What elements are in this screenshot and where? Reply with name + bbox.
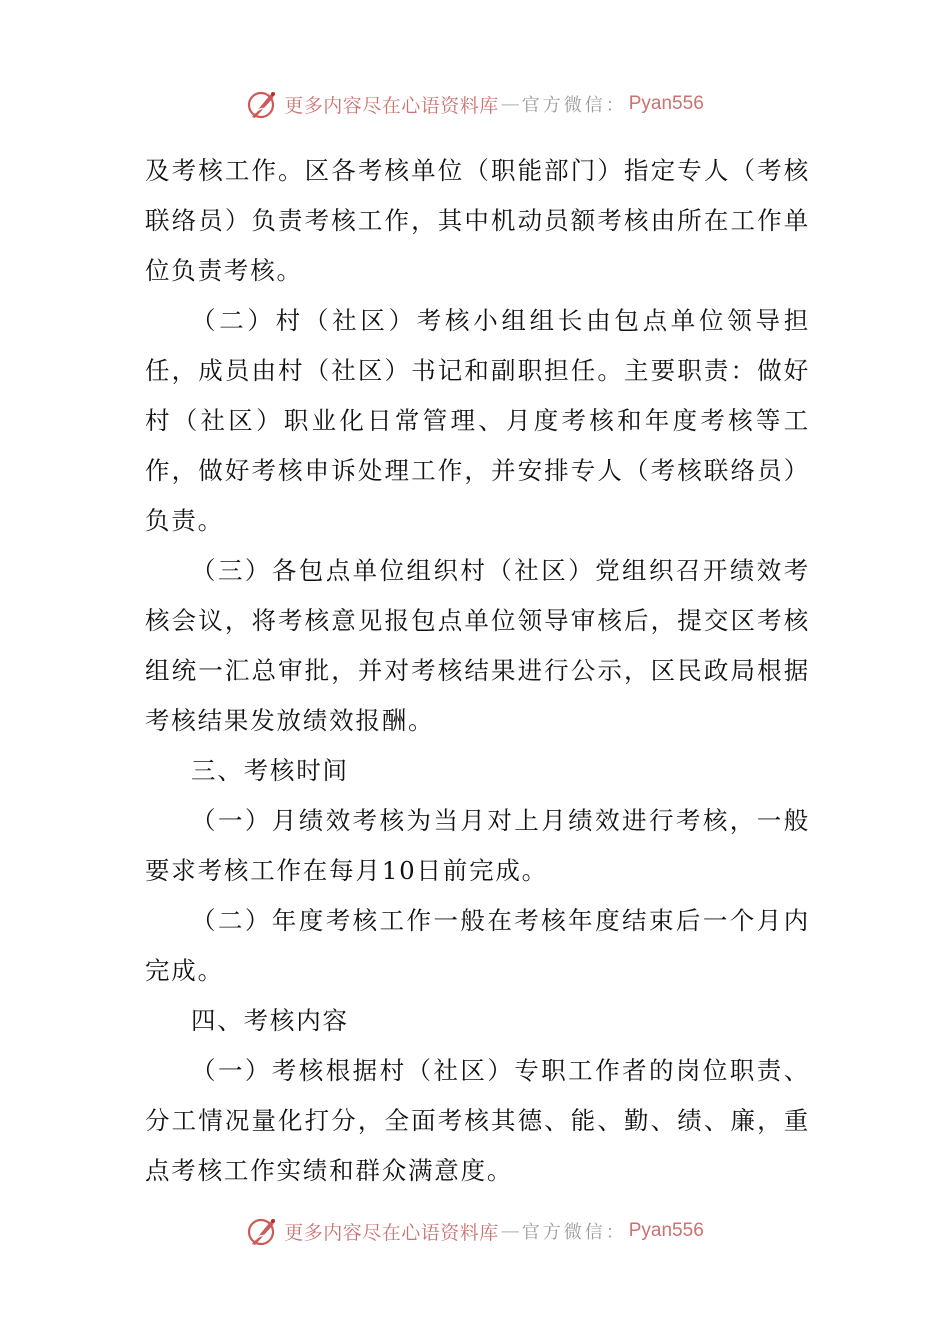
watermark-dash: —: [500, 93, 520, 115]
header-watermark: [0, 84, 950, 124]
document-body: [145, 146, 810, 1196]
paragraph: （三）各包点单位组织村（社区）党组织召开绩效考核会议，将考核意见报包点单位领导审核后，提交区考核组统一汇总审批，并对考核结果进行公示，区民政局根据考核结果发放绩效报酬。: [145, 556, 810, 735]
pen-logo-icon: [246, 87, 280, 121]
watermark-official-label: 官方微信：: [521, 95, 627, 116]
paragraph: 及考核工作。区各考核单位（职能部门）指定专人（考核联络员）负责考核工作，其中机动员额考核由所在工作单位负责考核。: [145, 156, 810, 285]
watermark-official-label: 官方微信：: [521, 1222, 627, 1243]
watermark-text: 更多内容尽在心语资料库: [284, 1221, 499, 1244]
section-heading: 四、考核内容: [191, 1006, 349, 1035]
paragraph: （二）村（社区）考核小组组长由包点单位领导担任，成员由村（社区）书记和副职担任。主要职责：做好村（社区）职业化日常管理、月度考核和年度考核等工作，做好考核申诉处理工作，并安排专人（考核联络员）负责。: [145, 306, 810, 535]
watermark-dash: —: [500, 1220, 520, 1242]
watermark-wechat-handle: Pyan556: [628, 93, 704, 114]
watermark-text: 更多内容尽在心语资料库: [284, 94, 499, 117]
watermark-wechat-handle: Pyan556: [628, 1220, 704, 1241]
footer-watermark: [0, 1211, 950, 1251]
paragraph: （二）年度考核工作一般在考核年度结束后一个月内完成。: [145, 906, 810, 985]
section-heading: 三、考核时间: [191, 756, 349, 785]
paragraph: （一）月绩效考核为当月对上月绩效进行考核，一般要求考核工作在每月10日前完成。: [145, 806, 810, 885]
pen-logo-icon: [246, 1214, 280, 1248]
paragraph: （一）考核根据村（社区）专职工作者的岗位职责、分工情况量化打分，全面考核其德、能、勤、绩、廉，重点考核工作实绩和群众满意度。: [145, 1056, 810, 1185]
